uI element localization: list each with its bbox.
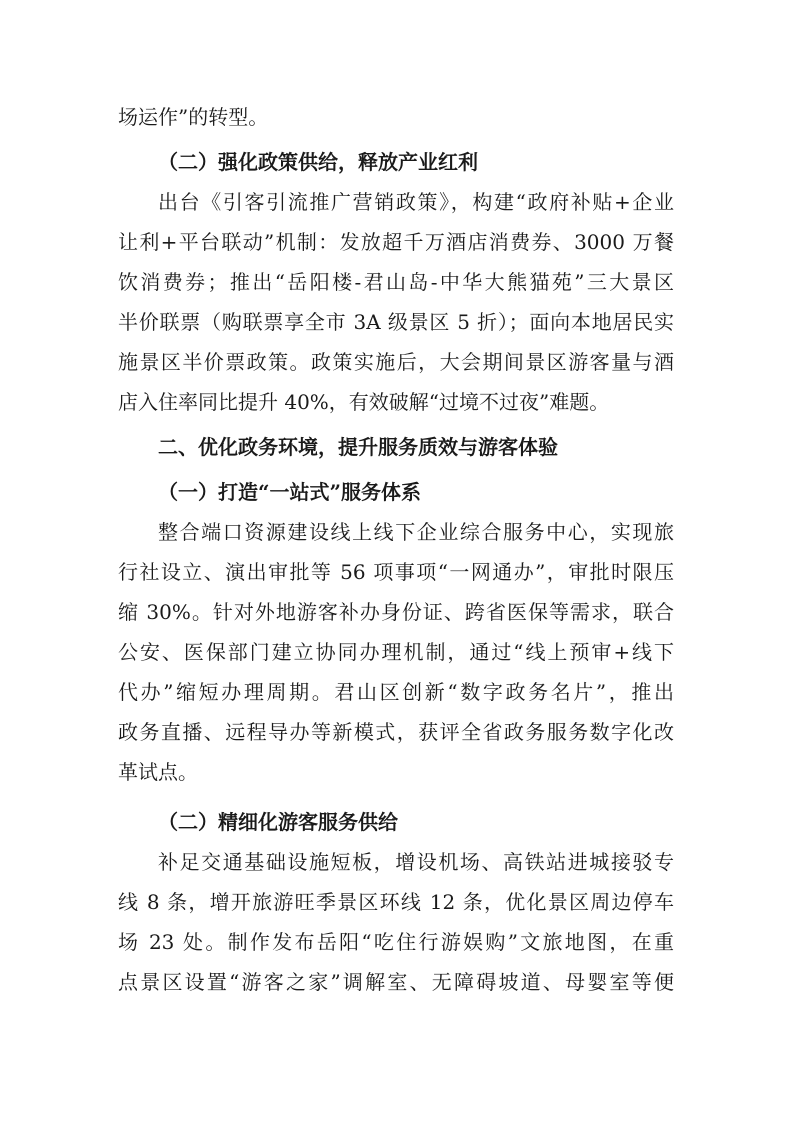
subheading-refined: （二）精细化游客服务供给: [158, 810, 398, 834]
paragraph-line: 公安、医保部门建立协同办理机制，通过“线上预审+线下: [118, 640, 674, 664]
paragraph-line: 饮消费券；推出“岳阳楼-君山岛-中华大熊猫苑”三大景区: [118, 270, 674, 294]
paragraph-line: 革试点。: [118, 760, 198, 784]
paragraph-line: 出台《引客引流推广营销政策》，构建“政府补贴+企业: [158, 190, 674, 214]
paragraph-line: 补足交通基础设施短板，增设机场、高铁站进城接驳专: [158, 850, 674, 874]
paragraph-line: 半价联票（购联票享全市 3A 级景区 5 折）；面向本地居民实: [118, 310, 674, 334]
section-heading-2: 二、优化政务环境，提升服务质效与游客体验: [158, 435, 558, 459]
paragraph-line: 行社设立、演出审批等 56 项事项“一网通办”，审批时限压: [118, 560, 674, 584]
paragraph-line: 政务直播、远程导办等新模式，获评全省政务服务数字化改: [118, 720, 674, 744]
paragraph-line: 代办”缩短办理周期。君山区创新“数字政务名片”，推出: [118, 680, 674, 704]
paragraph-line: 线 8 条，增开旅游旺季景区环线 12 条，优化景区周边停车: [118, 890, 674, 914]
paragraph-line: 场 23 处。制作发布岳阳“吃住行游娱购”文旅地图，在重: [118, 930, 674, 954]
paragraph-line: 让利+平台联动”机制：发放超千万酒店消费券、3000 万餐: [118, 230, 674, 254]
subheading-policy: （二）强化政策供给，释放产业红利: [158, 150, 478, 174]
subheading-onestop: （一）打造“一站式”服务体系: [158, 480, 422, 504]
paragraph-line: 整合端口资源建设线上线下企业综合服务中心，实现旅: [158, 520, 674, 544]
paragraph-line: 点景区设置“游客之家”调解室、无障碍坡道、母婴室等便: [118, 970, 674, 994]
paragraph-line: 场运作”的转型。: [118, 105, 269, 129]
paragraph-line: 店入住率同比提升 40%，有效破解“过境不过夜”难题。: [118, 390, 610, 414]
paragraph-line: 缩 30%。针对外地游客补办身份证、跨省医保等需求，联合: [118, 600, 674, 624]
paragraph-line: 施景区半价票政策。政策实施后，大会期间景区游客量与酒: [118, 350, 674, 374]
